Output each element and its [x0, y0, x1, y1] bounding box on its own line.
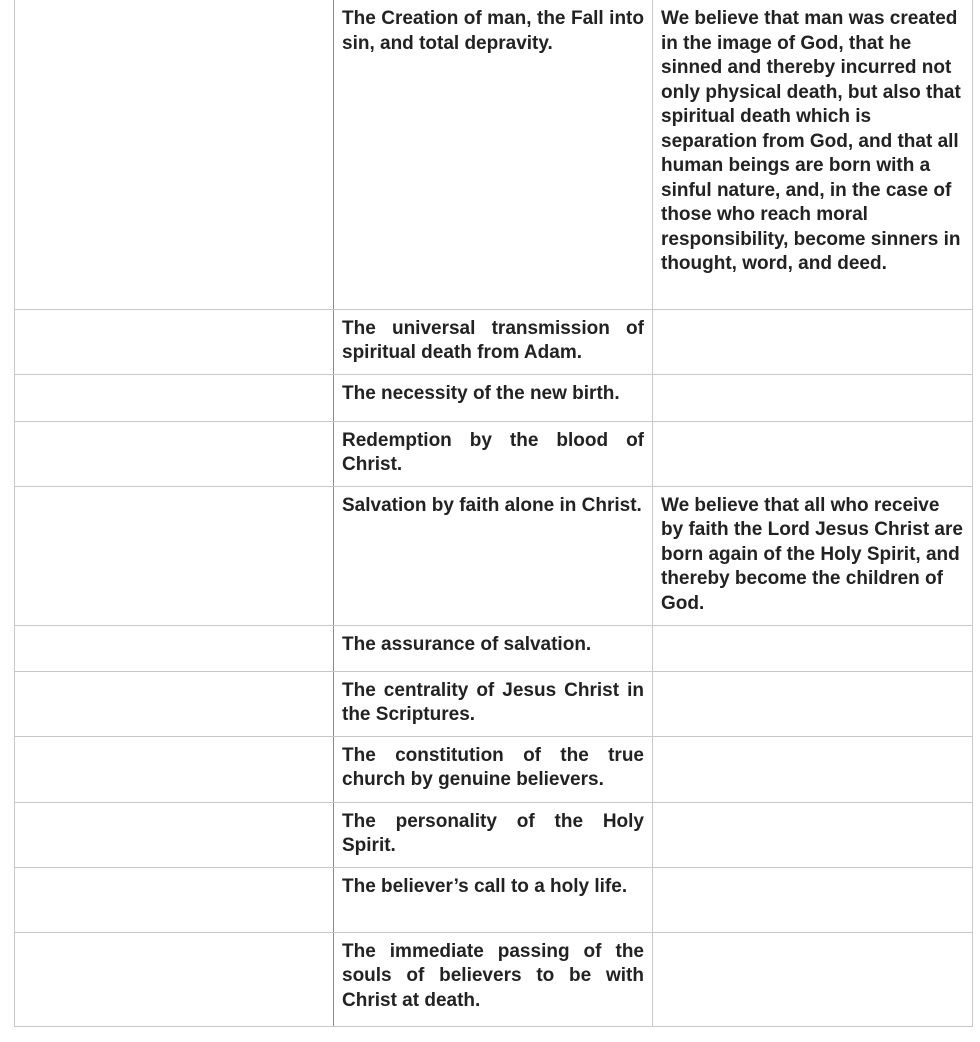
empty-cell	[15, 671, 334, 736]
statement-cell: We believe that all who receive by faith the Lord Jesus Christ are born again of the Holy Spirit, and thereby become the children of God.	[653, 486, 973, 625]
statement-cell	[653, 374, 973, 421]
statement-cell: We believe that man was created in the image of God, that he sinned and thereby incurred not only physical death, but also that spiritual death which is separation from God, and that all human beings are born with a sinful nature, and, in the case of those who reach moral responsibility, become sinners in thought, word, and deed.	[653, 0, 973, 309]
table-row	[15, 867, 973, 932]
table-row	[15, 0, 973, 309]
empty-cell	[15, 421, 334, 486]
statement-cell	[653, 932, 973, 1026]
table-row	[15, 671, 973, 736]
statement-cell	[653, 421, 973, 486]
topic-cell: The constitution of the true church by genuine believers.	[334, 736, 653, 802]
empty-cell	[15, 736, 334, 802]
statement-cell	[653, 736, 973, 802]
statement-cell	[653, 671, 973, 736]
table-row	[15, 374, 973, 421]
topic-cell: The Creation of man, the Fall into sin, and total depravity.	[334, 0, 653, 309]
empty-cell	[15, 625, 334, 671]
empty-cell	[15, 374, 334, 421]
table-row	[15, 486, 973, 625]
empty-cell	[15, 0, 334, 309]
empty-cell	[15, 309, 334, 374]
topic-cell: The universal transmission of spiritual death from Adam.	[334, 309, 653, 374]
empty-cell	[15, 802, 334, 867]
table-row	[15, 309, 973, 374]
statement-cell	[653, 625, 973, 671]
topic-cell: The personality of the Holy Spirit.	[334, 802, 653, 867]
topic-cell: The believer’s call to a holy life.	[334, 867, 653, 932]
table-row	[15, 932, 973, 1026]
doctrine-table	[14, 0, 973, 1027]
topic-cell: The immediate passing of the souls of believers to be with Christ at death.	[334, 932, 653, 1026]
empty-cell	[15, 867, 334, 932]
topic-cell: The necessity of the new birth.	[334, 374, 653, 421]
topic-cell: The assurance of salvation.	[334, 625, 653, 671]
table-row	[15, 736, 973, 802]
table-row	[15, 625, 973, 671]
statement-cell	[653, 802, 973, 867]
topic-cell: The centrality of Jesus Christ in the Scriptures.	[334, 671, 653, 736]
statement-cell	[653, 309, 973, 374]
table-row	[15, 421, 973, 486]
statement-cell	[653, 867, 973, 932]
topic-cell: Salvation by faith alone in Christ.	[334, 486, 653, 625]
empty-cell	[15, 932, 334, 1026]
table-row	[15, 802, 973, 867]
topic-cell: Redemption by the blood of Christ.	[334, 421, 653, 486]
empty-cell	[15, 486, 334, 625]
